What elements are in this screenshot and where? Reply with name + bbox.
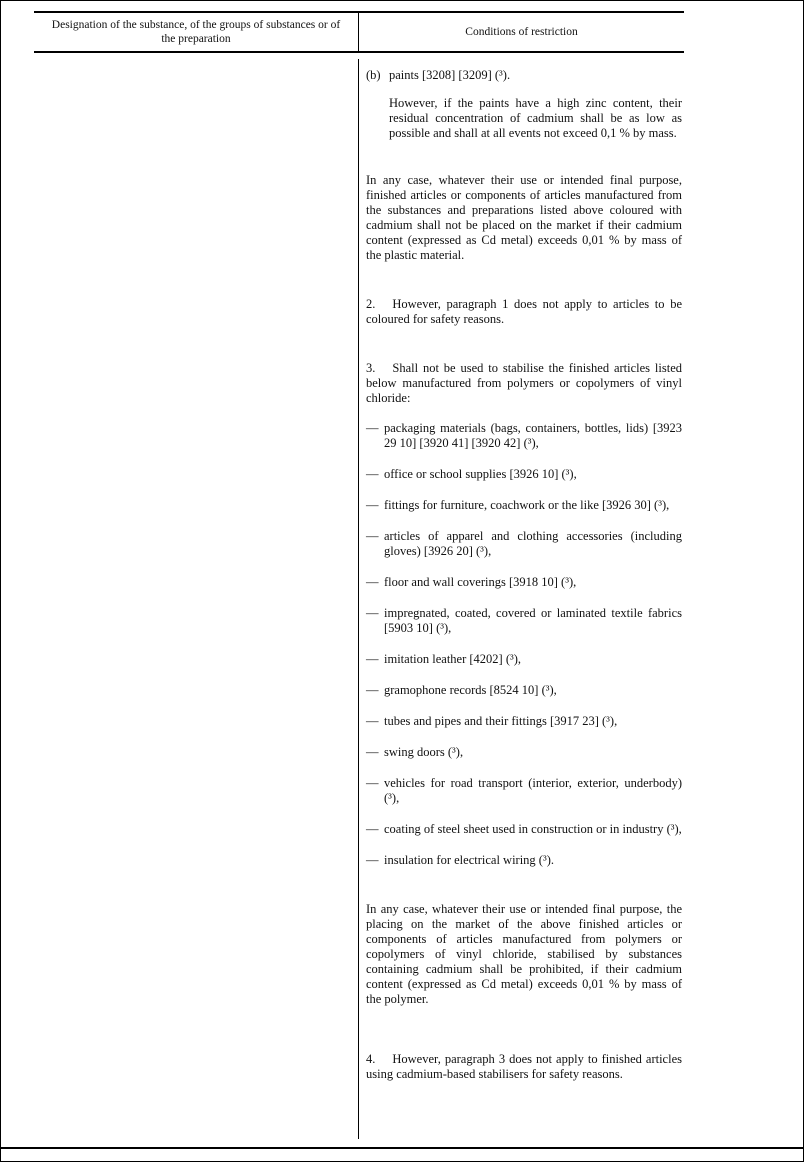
list-item <box>366 606 682 636</box>
dash-marker: — <box>366 529 379 543</box>
clause-b-label: (b) <box>366 68 381 82</box>
list-item <box>366 714 682 729</box>
designation-cell-empty <box>34 59 358 1139</box>
paragraph-in-any-case-2: In any case, whatever their use or intended final purpose, the placing on the market of the above finished articles or components of articles manufactured from polymers or copolymers of vinyl chloride, stabilised by substances containing cadmium shall be prohibited, if their cadmium content (expressed as Cd metal) exceeds 0,01 % by mass of the polymer. <box>366 902 682 1006</box>
paragraph-2-text: However, paragraph 1 does not apply to articles to be coloured for safety reasons. <box>366 297 682 326</box>
list-item <box>366 853 682 868</box>
paragraph-2-number: 2. <box>366 297 376 311</box>
list-item-text: articles of apparel and clothing accessories (including gloves) [3926 20] (³), <box>384 529 682 558</box>
list-item <box>366 498 682 513</box>
dash-marker: — <box>366 606 379 620</box>
conditions-cell <box>358 59 684 1139</box>
list-item-text: fittings for furniture, coachwork or the like [3926 30] (³), <box>384 498 670 512</box>
list-item-text: impregnated, coated, covered or laminated textile fabrics [5903 10] (³), <box>384 606 682 635</box>
paragraph-3 <box>366 361 682 406</box>
dash-marker: — <box>366 683 379 697</box>
dash-marker: — <box>366 575 379 589</box>
list-item <box>366 421 682 451</box>
dash-marker: — <box>366 652 379 666</box>
clause-b-note: However, if the paints have a high zinc content, their residual concentration of cadmium shall be as low as possible and shall at all events not exceed 0,1 % by mass. <box>389 96 682 140</box>
dash-marker: — <box>366 714 379 728</box>
list-item-text: imitation leather [4202] (³), <box>384 652 522 666</box>
list-item <box>366 467 682 482</box>
list-item <box>366 745 682 760</box>
list-item-text: insulation for electrical wiring (³). <box>384 853 555 867</box>
table-header-row <box>34 11 684 53</box>
paragraph-3-text: Shall not be used to stabilise the finished articles listed below manufactured from polymers or copolymers of vinyl chloride: <box>366 361 682 405</box>
restrictions-table <box>34 11 684 1139</box>
paragraph-3-number: 3. <box>366 361 376 375</box>
column-header-designation: Designation of the substance, of the groups of substances or of the preparation <box>34 13 359 51</box>
dash-marker: — <box>366 467 379 481</box>
list-item <box>366 652 682 667</box>
list-item-text: coating of steel sheet used in construction or in industry (³), <box>384 822 682 836</box>
list-item-text: floor and wall coverings [3918 10] (³), <box>384 575 577 589</box>
list-item-text: tubes and pipes and their fittings [3917 23] (³), <box>384 714 618 728</box>
paragraph-4-number: 4. <box>366 1052 376 1066</box>
dash-marker: — <box>366 822 379 836</box>
dash-marker: — <box>366 498 379 512</box>
clause-b-text: paints [3208] [3209] (³). <box>389 68 511 82</box>
paragraph-4 <box>366 1052 682 1082</box>
list-item-text: office or school supplies [3926 10] (³), <box>384 467 577 481</box>
column-header-conditions: Conditions of restriction <box>465 26 578 38</box>
list-item <box>366 575 682 590</box>
list-item-text: packaging materials (bags, containers, bottles, lids) [3923 29 10] [3920 41] [3920 42] (³), <box>384 421 682 450</box>
list-item <box>366 776 682 806</box>
list-item <box>366 529 682 559</box>
paragraph-4-text: However, paragraph 3 does not apply to finished articles using cadmium-based stabilisers for safety reasons. <box>366 1052 682 1081</box>
table-body-row <box>34 59 684 1139</box>
paragraph-2 <box>366 297 682 327</box>
page-bottom-rule <box>1 1147 803 1149</box>
dash-marker: — <box>366 421 379 435</box>
paragraph-in-any-case-1: In any case, whatever their use or intended final purpose, finished articles or components of articles manufactured from the substances and preparations listed above coloured with cadmium shall not be placed on the market if their cadmium content (expressed as Cd metal) exceeds 0,01 % by mass of the plastic material. <box>366 173 682 262</box>
list-item-text: gramophone records [8524 10] (³), <box>384 683 557 697</box>
clause-b <box>366 68 682 83</box>
dash-marker: — <box>366 776 379 790</box>
list-item-text: swing doors (³), <box>384 745 464 759</box>
list-item-text: vehicles for road transport (interior, exterior, underbody) (³), <box>384 776 682 805</box>
dash-marker: — <box>366 853 379 867</box>
list-item <box>366 822 682 837</box>
prohibited-articles-list <box>366 421 682 868</box>
list-item <box>366 683 682 698</box>
dash-marker: — <box>366 745 379 759</box>
